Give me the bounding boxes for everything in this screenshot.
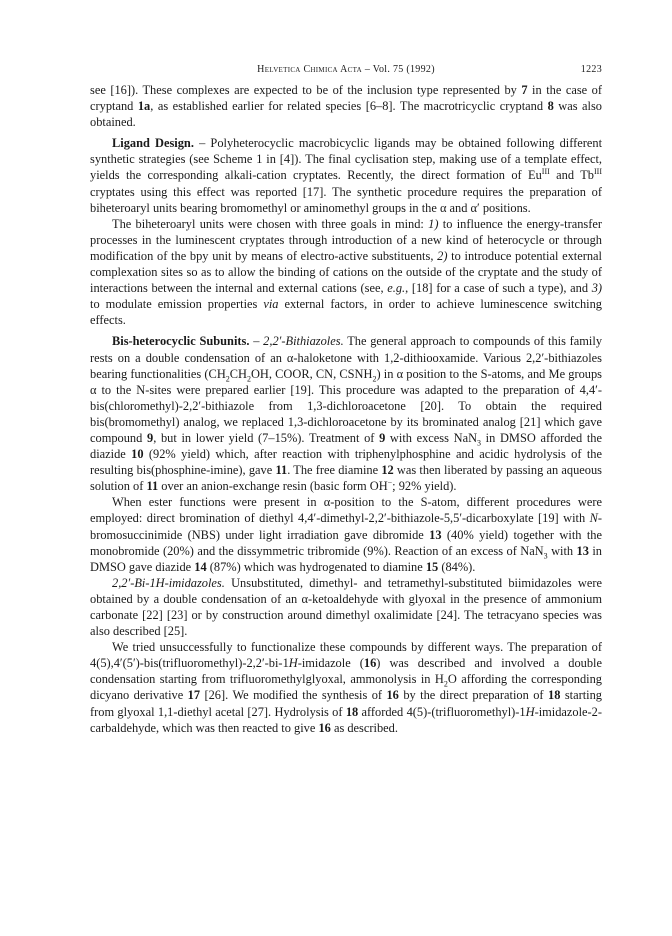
paragraph-p5: When ester functions were present in α-position to the S-atom, different procedures were employed: direct bromination of diethyl 4,4′-dimethyl-2,2′-bithiazole-5,5′-dicarboxylate [19] with N-bromosuccinimide (NBS) under light irradiation gave dibromide 13 (40% yield) together with the monobromide (20%) and the dissymmetric tribromide (9%). Reaction of an excess of NaN$_3$ with 13 in DMSO gave diazide 14 (87%) which was hydrogenated to diamine 15 (84%).: [90, 495, 602, 574]
journal-volume: – Vol. 75 (1992): [364, 64, 435, 75]
paragraph-p1: see [16]). These complexes are expected to be of the inclusion type represented by 7 in the case of cryptand 1a, as established earlier for related species [6–8]. The macrotricyclic cryptand 8 was also obtained.: [90, 83, 602, 130]
paragraph-p3: The biheteroaryl units were chosen with three goals in mind: 1) to influence the energy-transfer processes in the luminescent cryptates through introduction of a new kind of heterocycle or through modification of the bpy unit by means of electro-active substituents, 2) to introduce potential external complexation sites so as to allow the binding of cations on the outside of the cryptate and the study of interactions between the internal and external cations (see, e.g., [18] for a case of such a type), and 3) to modulate emission properties via external factors, in order to achieve luminescence switching effects.: [90, 216, 603, 328]
paragraph-p4: Bis-heterocyclic Subunits. – 2,2′-Bithiazoles. The general approach to compounds of this family rests on a double condensation of an α-haloketone with 1,2-dithiooxamide. Various 2,2′-bithiazoles bearing functionalities ($CH_2CH_2OH$, COOR, CN, $CSNH_2$) in α position to the S-atoms, and Me groups α to the N-sites were prepared earlier [19]. This procedure was adapted to the preparation of 4,4′-bis(chloromethyl)-2,2′-bithiazole from 1,3-dichloroacetone [20]. To obtain the required bis(bromomethyl) analog, we replaced 1,3-dichloroacetone by its brominated analog [21] which gave compound 9, but in lower yield (7–15%). Treatment of 9 with excess NaN$_3$ in DMSO afforded the diazide 10 (92% yield) which, after reaction with triphenylphosphine and acidic hydrolysis of the resulting bis(phosphine-imine), gave 11. The free diamine 12 was then liberated by passing an aqueous solution of 11 over an anion-exchange resin (basic form OH−; 92% yield).: [90, 334, 603, 494]
journal-page: [90, 60, 602, 736]
subsection-heading: 2,2′-Bi-1H-imidazoles.: [112, 575, 225, 590]
journal-name: Helvetica Chimica Acta: [257, 64, 363, 75]
paragraph-p2: Ligand Design. – Polyheterocyclic macrobicyclic ligands may be obtained following different synthetic strategies (see Scheme 1 in [4]). The final cyclisation step, making use of a template effect, yields the corresponding alkali-cation cryptates. Recently, the direct formation of $Eu^{III}$ and $Tb^{III}$ cryptates using this effect was reported [17]. The synthetic procedure requires the preparation of biheteroaryl units bearing bromomethyl or aminomethyl groups in the α and α′ positions.: [90, 136, 603, 215]
running-header: [90, 60, 602, 82]
page-number: 1223: [580, 64, 602, 75]
section-heading: Ligand Design.: [112, 136, 194, 151]
paragraph-p7: We tried unsuccessfully to functionalize these compounds by different ways. The preparation of 4(5),4′(5′)-bis(trifluoromethyl)-2,2′-bi-1H-imidazole (16) was described and involved a double condensation starting from trifluoromethylglyoxal, ammonolysis in $H_2O$ affording the corresponding dicyano derivative 17 [26]. We modified the synthesis of 16 by the direct preparation of 18 starting from glyoxal 1,1-diethyl acetal [27]. Hydrolysis of 18 afforded 4(5)-(trifluoromethyl)-1H-imidazole-2-carbaldehyde, which was then reacted to give 16 as described.: [90, 640, 603, 735]
section-heading: Bis-heterocyclic Subunits.: [112, 334, 250, 349]
article-body: [90, 82, 602, 736]
paragraph-p6: 2,2′-Bi-1H-imidazoles. Unsubstituted, dimethyl- and tetramethyl-substituted biimidazoles were obtained by a double condensation of an α-ketoaldehyde with glyoxal in the presence of ammonium carbonate [22] [23] or by construction around dimethyl oxalimidate [24]. The tetracyano species was also described [25].: [90, 575, 602, 639]
subsection-heading: 2,2′-Bithiazoles.: [263, 334, 344, 349]
